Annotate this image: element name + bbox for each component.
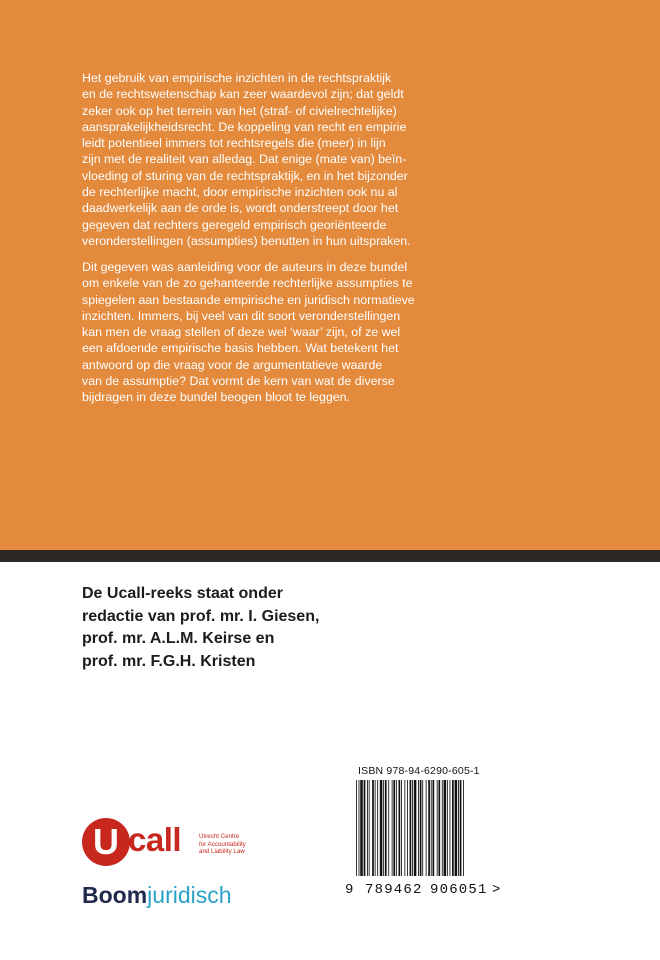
barcode-bar: [463, 780, 464, 876]
barcode-bar: [460, 780, 462, 876]
barcode-digit-first: 9: [345, 882, 354, 898]
barcode-bar: [450, 780, 451, 876]
text-line: antwoord op die vraag voor de argumentatieve waarde: [82, 357, 383, 372]
barcode-bar: [407, 780, 408, 876]
text-line: en de rechtswetenschap kan zeer waardevol zijn; dat geldt: [82, 87, 404, 102]
barcode-bar: [392, 780, 393, 876]
series-editors: [82, 583, 319, 673]
ucall-wordmark: call: [128, 821, 182, 858]
text-line: zeker ook op het terrein van het (straf- of civielrechtelijke): [82, 103, 397, 118]
barcode-bar: [380, 780, 383, 876]
ucall-subtitle-line: Utrecht Centre: [199, 833, 240, 840]
barcode-bar: [377, 780, 378, 876]
barcode-bar: [360, 780, 363, 876]
text-line: bijdragen in deze bundel beogen bloot te leggen.: [82, 390, 350, 405]
text-line: om enkele van de zo gehanteerde rechterlijke assumpties te: [82, 276, 413, 291]
barcode-bar: [364, 780, 366, 876]
text-line: spiegelen aan bestaande empirische en juridisch normatieve: [82, 292, 415, 307]
text-line: de rechterlijke macht, door empirische inzichten ook nu al: [82, 185, 398, 200]
editors-line: De Ucall-reeks staat onder: [82, 585, 283, 602]
barcode-bar: [396, 780, 397, 876]
barcode-bar: [452, 780, 454, 876]
isbn-barcode: [356, 780, 501, 882]
editors-line: prof. mr. F.G.H. Kristen: [82, 652, 256, 670]
barcode-bar: [375, 780, 376, 876]
barcode-bar: [458, 780, 459, 876]
barcode-bar: [383, 780, 384, 876]
ucall-subtitle-line: and Liability Law: [199, 848, 245, 855]
text-line: aansprakelijkheidsrecht. De koppeling van recht en empirie: [82, 119, 407, 134]
barcode-bar: [437, 780, 438, 876]
text-line: van de assumptie? Dat vormt de kern van wat de diverse: [82, 374, 395, 389]
text-line: veronderstellingen (assumpties) benutten in hun uitspraken.: [82, 233, 411, 248]
text-line: een afdoende empirische basis hebben. Wat betekent het: [82, 341, 399, 356]
barcode-bar: [399, 780, 401, 876]
barcode-bar: [372, 780, 374, 876]
editors-line: prof. mr. A.L.M. Keirse en: [82, 630, 275, 647]
barcode-bar: [388, 780, 389, 876]
ucall-circle-u: U: [82, 818, 130, 866]
blurb-paragraph-2: [82, 259, 582, 406]
barcode-bar: [455, 780, 458, 876]
barcode-bar: [359, 780, 360, 876]
barcode-bar: [426, 780, 427, 876]
text-line: Dit gegeven was aanleiding voor de auteurs in deze bundel: [82, 260, 408, 274]
text-line: inzichten. Immers, bij veel van dit soort veronderstellingen: [82, 308, 401, 323]
barcode-bar: [410, 780, 412, 876]
barcode-bar: [414, 780, 417, 876]
barcode-arrow: >: [492, 882, 501, 898]
barcode-bar: [442, 780, 443, 876]
barcode-bar: [433, 780, 435, 876]
text-line: zijn met de realiteit van alledag. Dat enige (mate van) beïn-: [82, 152, 407, 167]
publisher-name-juridisch: juridisch: [147, 882, 232, 908]
dark-divider-band: [0, 550, 660, 562]
barcode-bar: [367, 780, 368, 876]
ucall-subtitle: [199, 833, 246, 856]
barcode-bar: [393, 780, 395, 876]
text-line: Het gebruik van empirische inzichten in de rechtspraktijk: [82, 71, 392, 85]
barcode-bar: [385, 780, 387, 876]
barcode-bar: [404, 780, 405, 876]
barcode-bar: [401, 780, 402, 876]
ucall-logo: [82, 818, 272, 868]
barcode-bar: [422, 780, 423, 876]
barcode-bar: [412, 780, 413, 876]
text-line: gegeven dat rechters geregeld empirisch georiënteerde: [82, 217, 387, 232]
barcode-bar: [447, 780, 448, 876]
isbn-label: ISBN 978-94-6290-605-1: [358, 765, 480, 777]
text-line: leidt potentieel immers tot rechtsregels die (meer) in lijn: [82, 136, 386, 151]
barcode-bar: [369, 780, 370, 876]
editors-line: redactie van prof. mr. I. Giesen,: [82, 607, 320, 625]
barcode-bar: [431, 780, 432, 876]
barcode-digit-group-2: 906051: [430, 882, 488, 898]
barcode-bar: [420, 780, 422, 876]
barcode-bar: [438, 780, 440, 876]
ucall-subtitle-line: for Accountability: [199, 840, 246, 848]
publisher-name-boom: Boom: [82, 882, 148, 908]
text-line: kan men de vraag stellen of deze wel ‘waar’ zijn, of ze wel: [82, 325, 401, 340]
text-line: vloeding of sturing van de rechtspraktijk, en in het bijzonder: [82, 168, 408, 183]
barcode-bar: [428, 780, 430, 876]
barcode-digit-group-1: 789462: [365, 882, 423, 898]
blurb-paragraph-1: [82, 70, 582, 249]
barcode-bar: [444, 780, 447, 876]
text-line: daadwerkelijk aan de orde is, wordt onderstreept door het: [82, 201, 399, 216]
boom-juridisch-logo: [82, 880, 232, 910]
barcode-bar: [356, 780, 357, 876]
barcode-bar: [418, 780, 419, 876]
